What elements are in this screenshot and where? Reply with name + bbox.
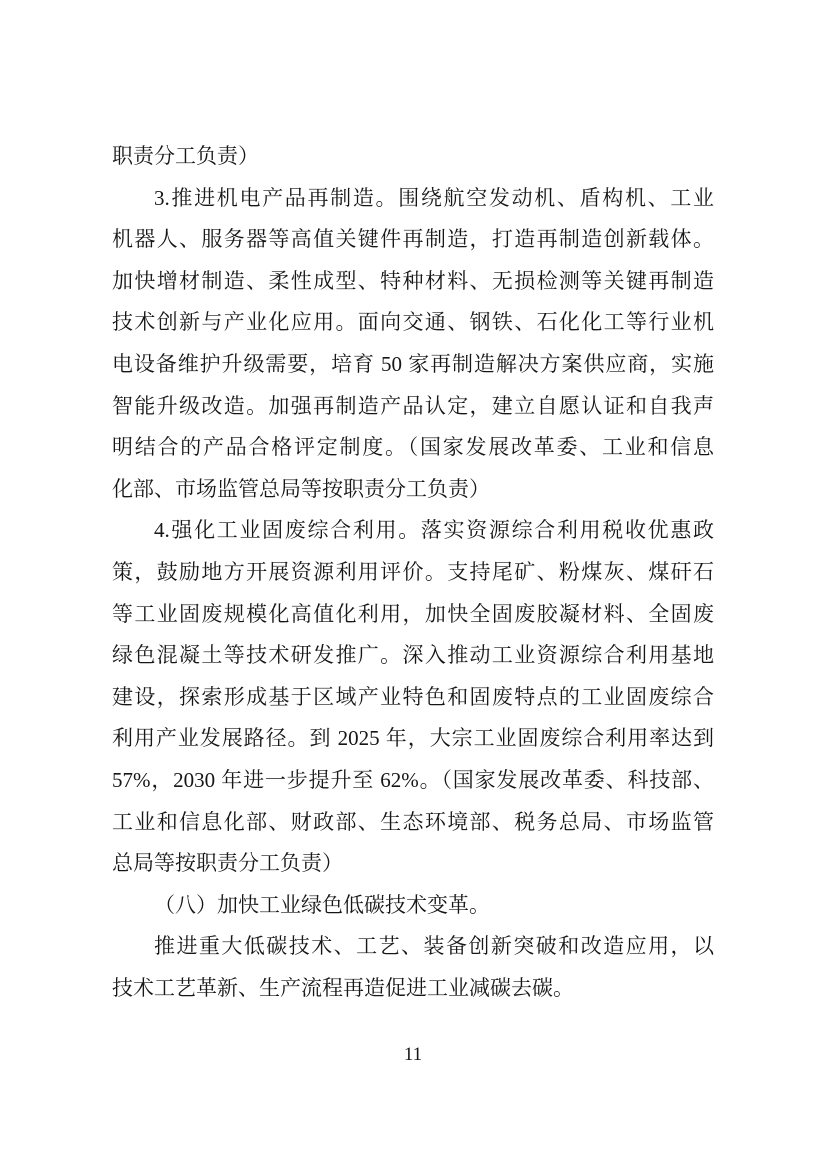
- text-line: 等工业固废规模化高值化利用，加快全固废胶凝材料、全固废: [112, 601, 714, 626]
- text-line: 总局等按职责分工负责）: [112, 851, 343, 876]
- text-line: 机器人、服务器等高值关键件再制造，打造再制造创新载体。: [112, 227, 714, 252]
- text-line: 明结合的产品合格评定制度。（国家发展改革委、工业和信息: [112, 435, 714, 460]
- text-line: 工业和信息化部、财政部、生态环境部、税务总局、市场监管: [112, 809, 714, 834]
- text-line: 化部、市场监管总局等按职责分工负责）: [112, 476, 490, 501]
- text-line: 技术工艺革新、生产流程再造促进工业减碳去碳。: [112, 975, 574, 1000]
- text-line: 推进重大低碳技术、工艺、装备创新突破和改造应用，以: [154, 934, 714, 959]
- section-heading: （八）加快工业绿色低碳技术变革。: [154, 892, 490, 917]
- text-block: [112, 136, 714, 1009]
- text-line: 智能升级改造。加强再制造产品认定，建立自愿认证和自我声: [112, 393, 714, 418]
- text-line: 技术创新与产业化应用。面向交通、钢铁、石化化工等行业机: [112, 310, 714, 335]
- text-line: 绿色混凝土等技术研发推广。深入推动工业资源综合利用基地: [112, 643, 714, 668]
- text-line: 职责分工负责）: [112, 144, 259, 168]
- text-line: 电设备维护升级需要，培育 50 家再制造解决方案供应商，实施: [112, 351, 714, 376]
- text-line: 加快增材制造、柔性成型、特种材料、无损检测等关键再制造: [112, 268, 714, 293]
- text-line: 57%，2030 年进一步提升至 62%。（国家发展改革委、科技部、: [112, 767, 714, 792]
- text-line: 策，鼓励地方开展资源利用评价。支持尾矿、粉煤灰、煤矸石: [112, 559, 714, 584]
- text-line: 3.推进机电产品再制造。围绕航空发动机、盾构机、工业: [154, 185, 714, 210]
- text-line: 建设，探索形成基于区域产业特色和固废特点的工业固废综合: [112, 684, 714, 709]
- text-line: 4.强化工业固废综合利用。落实资源综合利用税收优惠政: [154, 518, 714, 543]
- text-line: 利用产业发展路径。到 2025 年，大宗工业固废综合利用率达到: [112, 726, 714, 751]
- page-number: 11: [403, 1044, 423, 1065]
